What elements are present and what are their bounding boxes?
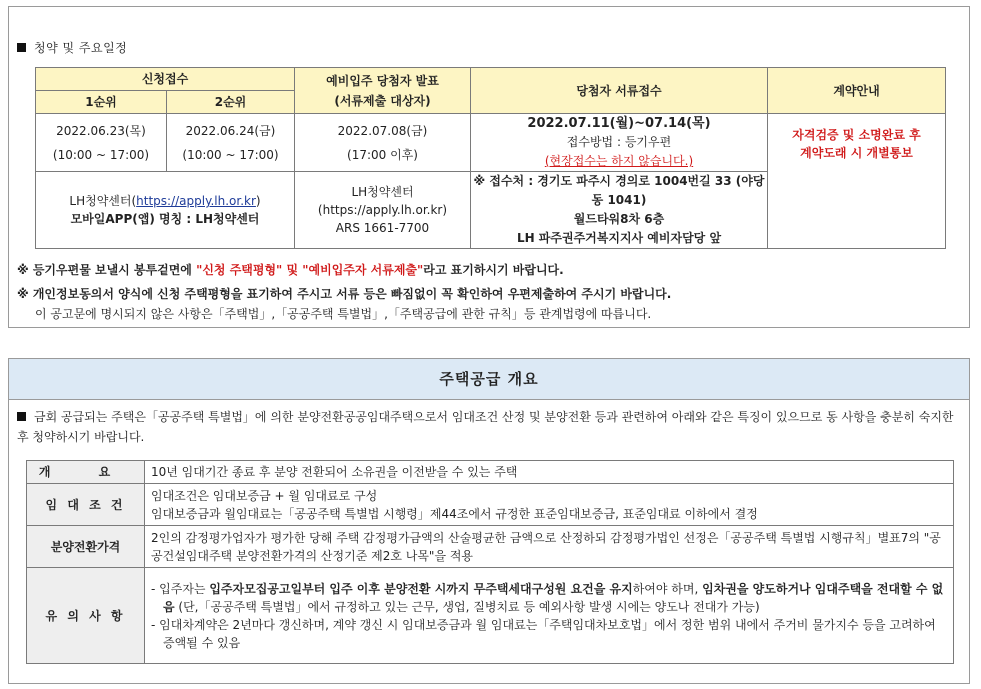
- conversion-price-text: 2인의 감정평가업자가 평가한 당해 주택 감정평가금액의 산술평균한 금액으로 산정하되 감정평가법인 선정은「공공주택 특별법 시행규칙」별표7의 "공공건설임대주택 분양전환가격의 산정기준 제2호 나목"을 적용: [145, 526, 954, 568]
- header-first-rank: 1순위: [36, 91, 167, 114]
- supply-overview-header: 주택공급 개요: [9, 359, 969, 400]
- schedule-title: 청약 및 주요일정: [17, 39, 127, 56]
- contract-info: 자격검증 및 소명완료 후 계약도래 시 개별통보: [768, 114, 946, 249]
- supply-intro: 금회 공급되는 주택은「공공주택 특별법」에 의한 분양전환공공임대주택으로서 임대조건 산정 및 분양전환 등과 관련하여 아래와 같은 특징이 있으므로 동 사항을 충분히 숙지한 후 청약하시기 바랍니다.: [17, 410, 954, 444]
- overview-text: 10년 임대기간 종료 후 분양 전환되어 소유권을 이전받을 수 있는 주택: [145, 461, 954, 484]
- header-contract: 계약안내: [768, 68, 946, 114]
- square-bullet-icon: [17, 412, 26, 421]
- caution-item: - 입주자는 입주자모집공고일부터 입주 이후 분양전환 시까지 무주택세대구성원 요건을 유지하여야 하며, 임차권을 양도하거나 임대주택을 전대할 수 없음 (단,「공공주택 특별법」에서 규정하고 있는 근무, 생업, 질병치료 등 예외사항 발생 시에는 양도나 전대가 가능): [151, 581, 944, 614]
- overview-label: 개 요: [27, 461, 145, 484]
- header-announce: 예비입주 당첨자 발표 (서류제출 대상자): [295, 68, 471, 114]
- caution-item: - 임대차계약은 2년마다 갱신하며, 계약 갱신 시 임대보증금과 월 임대료는「주택임대차보호법」에서 정한 범위 내에서 주거비 물가지수 등을 고려하여 증액될 수 있음: [151, 617, 936, 650]
- apply-url-link[interactable]: https://apply.lh.or.kr: [136, 194, 256, 208]
- conversion-price-label: 분양전환가격: [27, 526, 145, 568]
- announce-schedule: 2022.07.08(금) (17:00 이후): [295, 114, 471, 172]
- supply-overview-section: [8, 358, 970, 684]
- caution-label: 유 의 사 항: [27, 568, 145, 664]
- square-bullet-icon: [17, 43, 26, 52]
- note-law: 이 공고문에 명시되지 않은 사항은「주택법」,「공공주택 특별법」,「주택공급에 관한 규칙」등 관계법령에 따릅니다.: [35, 307, 652, 321]
- schedule-section: [8, 6, 970, 328]
- first-rank-schedule: 2022.06.23(목) (10:00 ~ 17:00): [36, 114, 167, 172]
- rent-condition-label: 임 대 조 건: [27, 484, 145, 526]
- rent-condition-text: 임대조건은 임대보증금 + 월 임대료로 구성 임대보증금과 월임대료는「공공주택 특별법 시행령」제44조에서 규정한 표준임대보증금, 표준임대료 이하에서 결정: [145, 484, 954, 526]
- header-application: 신청접수: [36, 68, 295, 91]
- schedule-table: [35, 67, 946, 249]
- announce-channel: LH청약센터 (https://apply.lh.or.kr) ARS 1661-7700: [295, 172, 471, 249]
- header-docs: 당첨자 서류접수: [471, 68, 768, 114]
- caution-text: [145, 568, 954, 664]
- note-envelope: ※ 등기우편물 보낼시 봉투겉면에 "신청 주택평형" 및 "예비입주자 서류제출"라고 표기하시기 바랍니다.: [17, 263, 564, 277]
- second-rank-schedule: 2022.06.24(금) (10:00 ~ 17:00): [167, 114, 295, 172]
- note-privacy: ※ 개인정보동의서 양식에 신청 주택평형을 표기하여 주시고 서류 등은 빠짐없이 꼭 확인하여 우편제출하여 주시기 바랍니다.: [17, 287, 672, 301]
- supply-overview-table: [26, 460, 954, 664]
- header-second-rank: 2순위: [167, 91, 295, 114]
- docs-schedule: 2022.07.11(월)~07.14(목) 접수방법 : 등기우편 (현장접수는 하지 않습니다.): [471, 114, 768, 172]
- apply-channel: LH청약센터(https://apply.lh.or.kr) 모바일APP(앱) 명칭 : LH청약센터: [36, 172, 295, 249]
- docs-address: ※ 접수처 : 경기도 파주시 경의로 1004번길 33 (야당동 1041) 월드타워8차 6층 LH 파주권주거복지지사 예비자담당 앞: [471, 172, 768, 249]
